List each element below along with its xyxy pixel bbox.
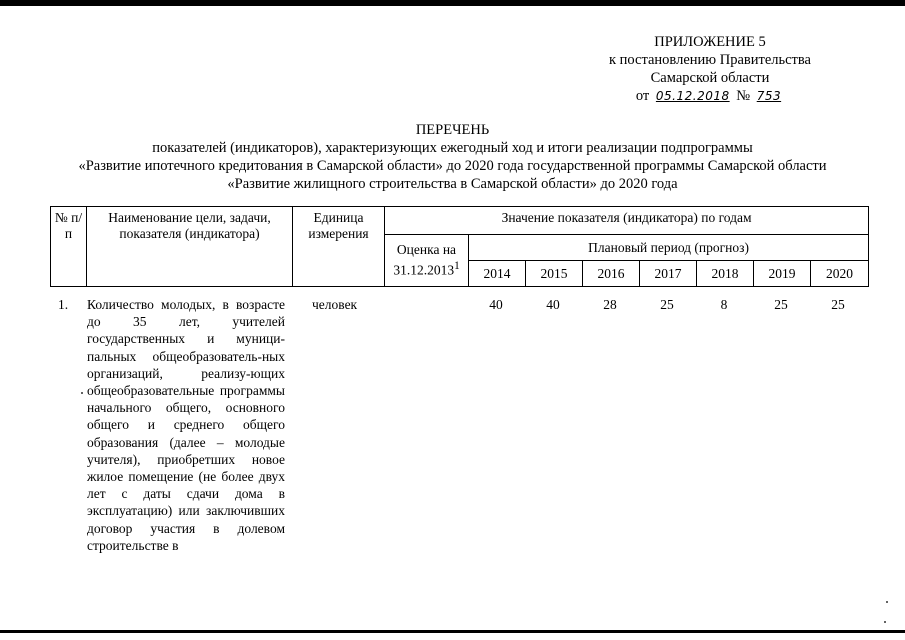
date-value: 05.12.2018 — [655, 89, 730, 103]
appendix-line2: Самарской области — [650, 70, 770, 86]
header-estimate — [385, 235, 469, 287]
header-estimate-label: Оценка на 31.12.2013 — [393, 242, 457, 278]
row-value-2019: 25 — [774, 297, 788, 312]
row-value-2017: 25 — [660, 297, 674, 312]
header-estimate-footnote: 1 — [454, 260, 460, 273]
header-year: 2015 — [526, 261, 583, 287]
scan-speck — [81, 392, 83, 394]
row-unit: человек — [312, 297, 358, 312]
heading-line2: «Развитие ипотечного кредитования в Самарской области» до 2020 года государственной программы Самарской области — [78, 158, 827, 174]
row-value-2014: 40 — [489, 297, 503, 312]
header-num: № п/п — [51, 207, 87, 287]
scan-speck — [886, 601, 888, 603]
appendix-date-line — [560, 87, 860, 105]
header-year: 2019 — [754, 261, 811, 287]
indicators-table-header — [50, 206, 869, 287]
date-prefix: от — [635, 88, 650, 104]
row-name: Количество молодых, в возрасте до 35 лет, учителей государственных и муници-пальных общеобразователь-ных организаций, реализу-ющих общеобразовательные программы начального общего, основного общего и среднего общего образования (далее – молодые учителя), приобретших новое жилое помещение (не более двух лет с даты сдачи дома в эксплуатацию) или заключивших договор участия в долевом строительстве в — [87, 297, 285, 553]
header-year: 2020 — [811, 261, 869, 287]
scan-top-border — [0, 0, 905, 6]
header-planned: Плановый период (прогноз) — [469, 235, 869, 261]
row-value-2018: 8 — [720, 297, 728, 312]
scan-bottom-border — [0, 630, 905, 633]
row-value-2020: 25 — [831, 297, 845, 312]
document-heading — [0, 121, 905, 193]
row-value-2015: 40 — [546, 297, 560, 312]
header-unit: Единица измерения — [293, 207, 385, 287]
header-year: 2018 — [697, 261, 754, 287]
scan-speck — [884, 621, 886, 623]
header-values: Значение показателя (индикатора) по годам — [385, 207, 869, 235]
number-value: 753 — [756, 89, 782, 103]
appendix-line1: к постановлению Правительства — [609, 52, 811, 68]
appendix-block — [560, 33, 860, 105]
number-prefix: № — [736, 88, 751, 104]
document-title: ПЕРЕЧЕНЬ — [415, 122, 490, 138]
appendix-title: ПРИЛОЖЕНИЕ 5 — [654, 34, 766, 50]
heading-line1: показателей (индикаторов), характеризующих ежегодный ход и итоги реализации подпрограммы — [152, 140, 753, 156]
header-year: 2014 — [469, 261, 526, 287]
header-year: 2017 — [640, 261, 697, 287]
row-num: 1. — [58, 297, 69, 312]
header-year: 2016 — [583, 261, 640, 287]
row-value-2016: 28 — [603, 297, 617, 312]
header-name: Наименование цели, задачи, показателя (индикатора) — [87, 207, 293, 287]
heading-line3: «Развитие жилищного строительства в Самарской области» до 2020 года — [227, 176, 678, 192]
